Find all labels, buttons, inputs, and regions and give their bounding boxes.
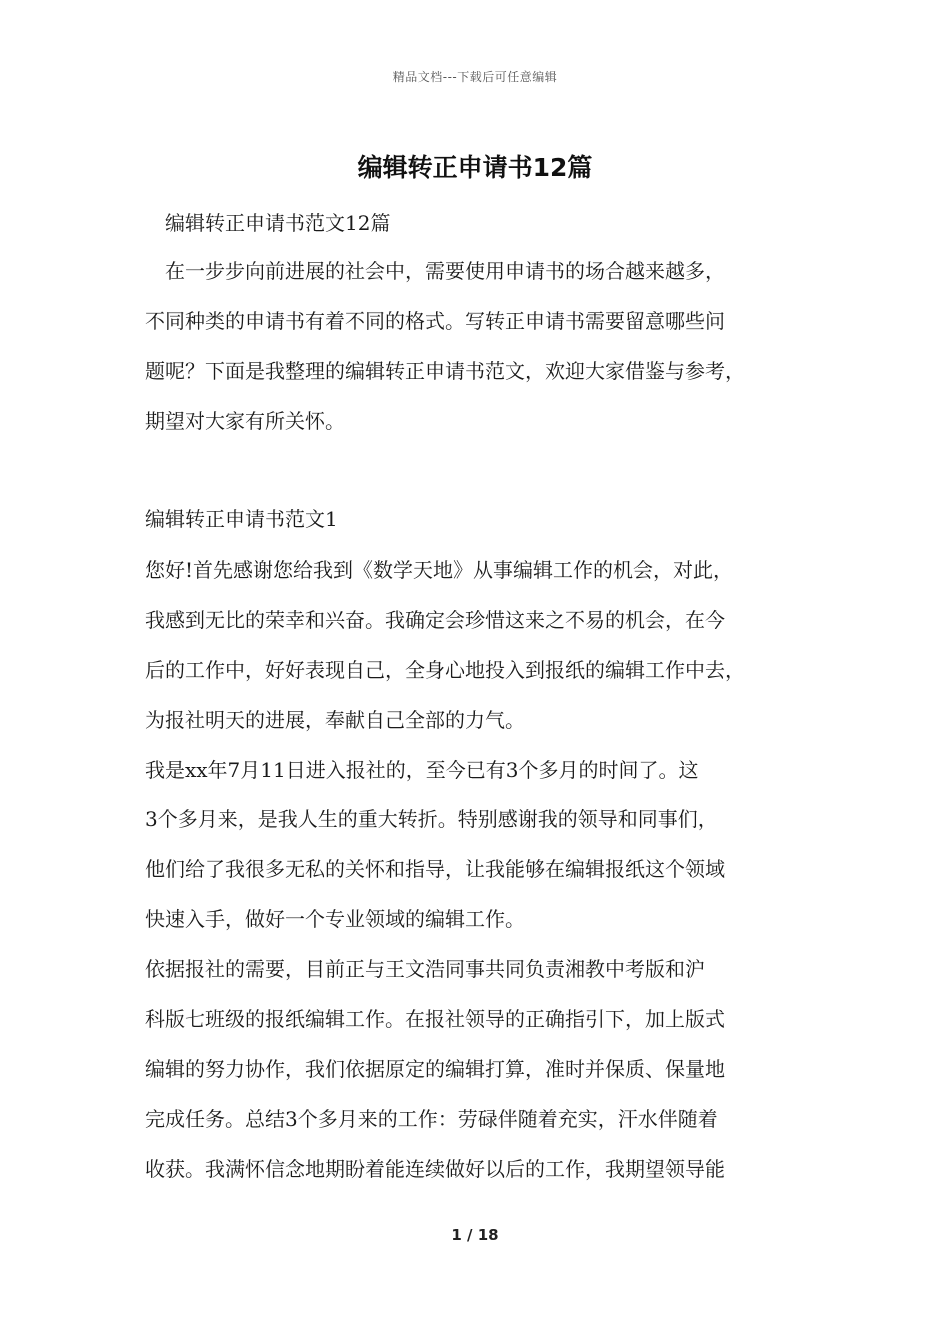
body-line: 我感到无比的荣幸和兴奋。我确定会珍惜这来之不易的机会，在今 [145,608,725,632]
document-title: 编辑转正申请书12篇 [357,153,593,182]
body-line: 科版七班级的报纸编辑工作。在报社领导的正确指引下，加上版式 [145,1007,725,1031]
body-line: 我是xx年7月11日进入报社的，至今已有3个多月的时间了。这 [145,758,699,782]
body-line: 为报社明天的进展，奉献自己全部的力气。 [145,708,525,732]
document-subtitle: 编辑转正申请书范文12篇 [165,211,391,235]
section-heading: 编辑转正申请书范文1 [145,507,338,531]
body-line: 快速入手，做好一个专业领域的编辑工作。 [145,907,525,931]
body-line: 后的工作中，好好表现自己，全身心地投入到报纸的编辑工作中去， [145,658,745,682]
page-indicator: 1 / 18 [451,1226,499,1244]
page-header: 精品文档---下载后可任意编辑 [392,70,558,84]
body-line: 收获。我满怀信念地期盼着能连续做好以后的工作，我期望领导能 [145,1157,725,1181]
intro-line: 题呢？下面是我整理的编辑转正申请书范文，欢迎大家借鉴与参考， [145,359,745,383]
body-line: 3个多月来，是我人生的重大转折。特别感谢我的领导和同事们， [145,807,718,831]
body-line: 依据报社的需要，目前正与王文浩同事共同负责湘教中考版和沪 [145,957,705,981]
body-line: 您好!首先感谢您给我到《数学天地》从事编辑工作的机会，对此， [145,558,734,582]
intro-line: 期望对大家有所关怀。 [145,409,345,433]
body-line: 他们给了我很多无私的关怀和指导，让我能够在编辑报纸这个领域 [145,857,725,881]
body-line: 编辑的努力协作，我们依据原定的编辑打算，准时并保质、保量地 [145,1057,725,1081]
intro-line: 在一步步向前进展的社会中，需要使用申请书的场合越来越多， [145,259,725,283]
body-line: 完成任务。总结3个多月来的工作：劳碌伴随着充实，汗水伴随着 [145,1107,718,1131]
intro-line: 不同种类的申请书有着不同的格式。写转正申请书需要留意哪些问 [145,309,725,333]
